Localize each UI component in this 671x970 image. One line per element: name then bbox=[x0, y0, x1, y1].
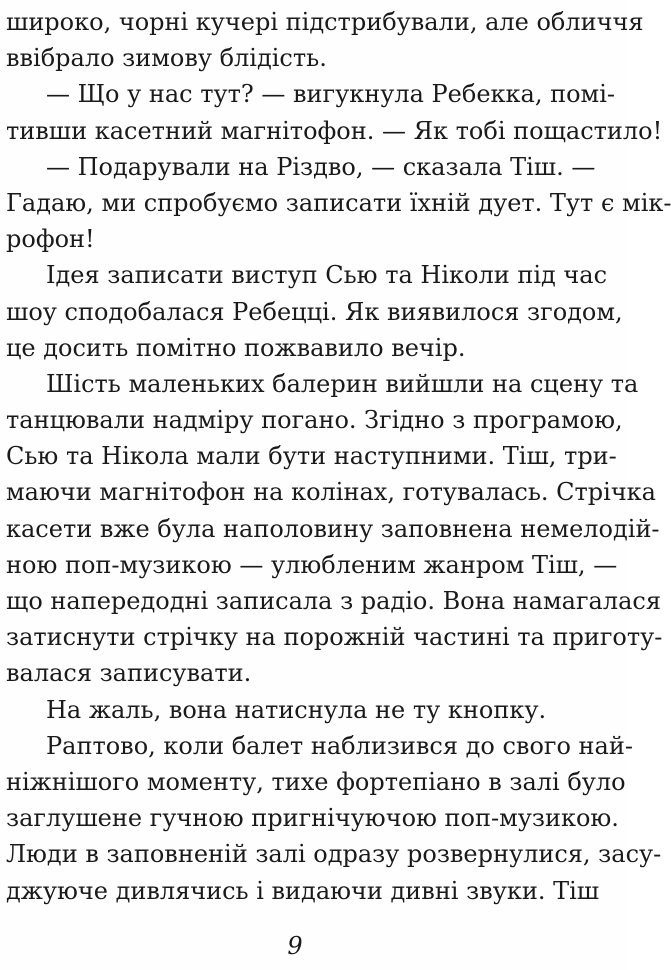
text-line: що напередодні записала з радіо. Вона намагалася bbox=[6, 587, 661, 615]
text-line: маючи магнітофон на колінах, готувалась. Стрічка bbox=[6, 478, 656, 507]
text-line: Люди в заповненій залі одразу розвернулися, засу- bbox=[6, 840, 662, 869]
text-line: Сью та Нікола мали бути наступними. Тіш, три- bbox=[6, 442, 617, 471]
text-line: На жаль, вона натиснула не ту кнопку. bbox=[46, 695, 547, 724]
text-line: це досить помітно пожвавило вечір. bbox=[6, 333, 466, 362]
text-line: шоу сподобалася Ребецці. Як виявилося згодом, bbox=[6, 297, 623, 326]
text-line: Гадаю, ми спробуємо записати їхній дует. Тут є мік- bbox=[6, 188, 671, 217]
text-line: валася записувати. bbox=[6, 659, 252, 688]
text-line: касети вже була наполовину заповнена немелодій- bbox=[6, 514, 660, 543]
text-line: — Що у нас тут? — вигукнула Ребекка, помі- bbox=[46, 80, 615, 109]
text-line: Ідея записати виступ Сью та Ніколи під час bbox=[46, 261, 608, 290]
text-line: ввібрало зимову блідість. bbox=[6, 44, 327, 73]
text-line: Раптово, коли балет наблизився до свого най- bbox=[46, 731, 633, 760]
text-line: танцювали надміру погано. Згідно з програмою, bbox=[6, 406, 623, 435]
body-text bbox=[6, 4, 671, 909]
text-line: заглушене гучною пригнічуючою поп-музикою. bbox=[6, 804, 619, 833]
text-line: широко, чорні кучері підстрибували, але обличчя bbox=[6, 8, 644, 36]
text-line: затиснути стрічку на порожній частині та приготу- bbox=[6, 623, 663, 652]
text-line: тивши касетний магнітофон. — Як тобі пощастило! bbox=[6, 116, 663, 145]
text-line: ніжнішого моменту, тихе фортепіано в залі було bbox=[6, 767, 626, 796]
text-line: — Подарували на Різдво, — сказала Тіш. — bbox=[46, 152, 596, 181]
text-line: джуюче дивлячись і видаючи дивні звуки. Тіш bbox=[6, 876, 600, 905]
text-line: Шість маленьких балерин вийшли на сцену та bbox=[46, 369, 639, 398]
text-line: рофон! bbox=[6, 225, 95, 254]
page-number: 9 bbox=[287, 932, 303, 960]
text-line: ною поп-музикою — улюбленим жанром Тіш, — bbox=[6, 550, 618, 579]
